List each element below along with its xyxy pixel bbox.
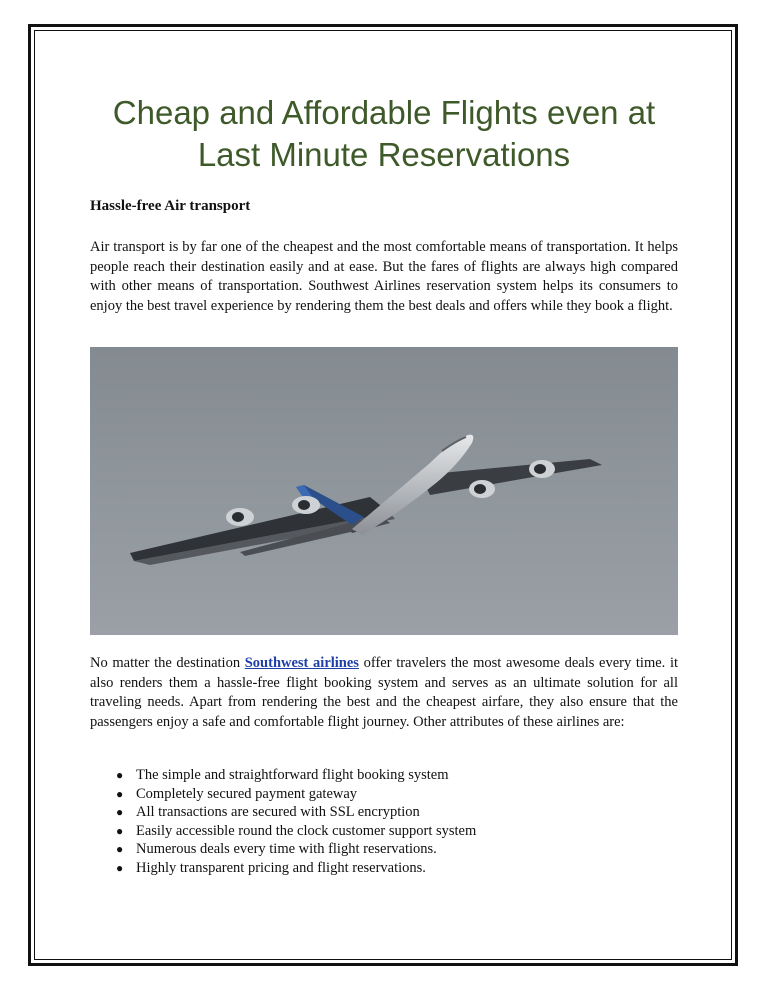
list-item <box>110 766 476 785</box>
bullet-icon: ● <box>116 860 124 875</box>
list-item-text: Completely secured payment gateway <box>136 785 358 802</box>
bullet-icon: ● <box>116 805 124 819</box>
airlines-paragraph <box>90 654 678 732</box>
list-item <box>110 822 476 841</box>
bullet-icon: ● <box>116 823 124 838</box>
list-item-text: All transactions are secured with SSL encryption <box>136 804 420 820</box>
sky-background <box>90 347 678 635</box>
list-item-text: Highly transparent pricing and flight reservations. <box>136 859 426 876</box>
section-heading: Hassle-free Air transport <box>90 198 251 214</box>
bullet-icon: ● <box>116 768 124 782</box>
southwest-airlines-link[interactable]: Southwest airlines <box>244 655 359 671</box>
attributes-list <box>110 766 476 877</box>
list-item-text: Numerous deals every time with flight reservations. <box>136 841 437 857</box>
intro-paragraph: Air transport is by far one of the cheapest and the most comfortable means of transportation. It helps people reach their destination easily and at ease. But the fares of flights are always high compared with other means of transportation. Southwest Airlines reservation system helps its consumers to enjoy the best travel experience by rendering them the best deals and offers while they book a flight. <box>90 239 678 314</box>
list-item <box>110 859 476 878</box>
list-item-text: The simple and straightforward flight booking system <box>136 767 449 783</box>
list-item-text: Easily accessible round the clock customer support system <box>136 822 477 839</box>
paragraph-text-end: offer travelers the most awesome deals every time. it also renders them a hassle-free flight booking system and serves as an ultimate solution for all traveling needs. Apart from rendering the best and the cheapest airfare, they also ensure that the passengers enjoy a safe and comfortable flight journey. Other attributes of these airlines are: <box>90 655 679 730</box>
bullet-icon: ● <box>116 786 124 801</box>
airplane-photo <box>90 347 678 635</box>
paragraph-text-start: No matter the destination <box>90 655 245 671</box>
airplane-photo-svg <box>90 347 678 635</box>
page-title: Cheap and Affordable Flights even at Last Minute Reservations <box>112 94 656 173</box>
bullet-icon: ● <box>116 842 124 856</box>
list-item <box>110 803 476 822</box>
list-item <box>110 840 476 859</box>
list-item <box>110 785 476 804</box>
